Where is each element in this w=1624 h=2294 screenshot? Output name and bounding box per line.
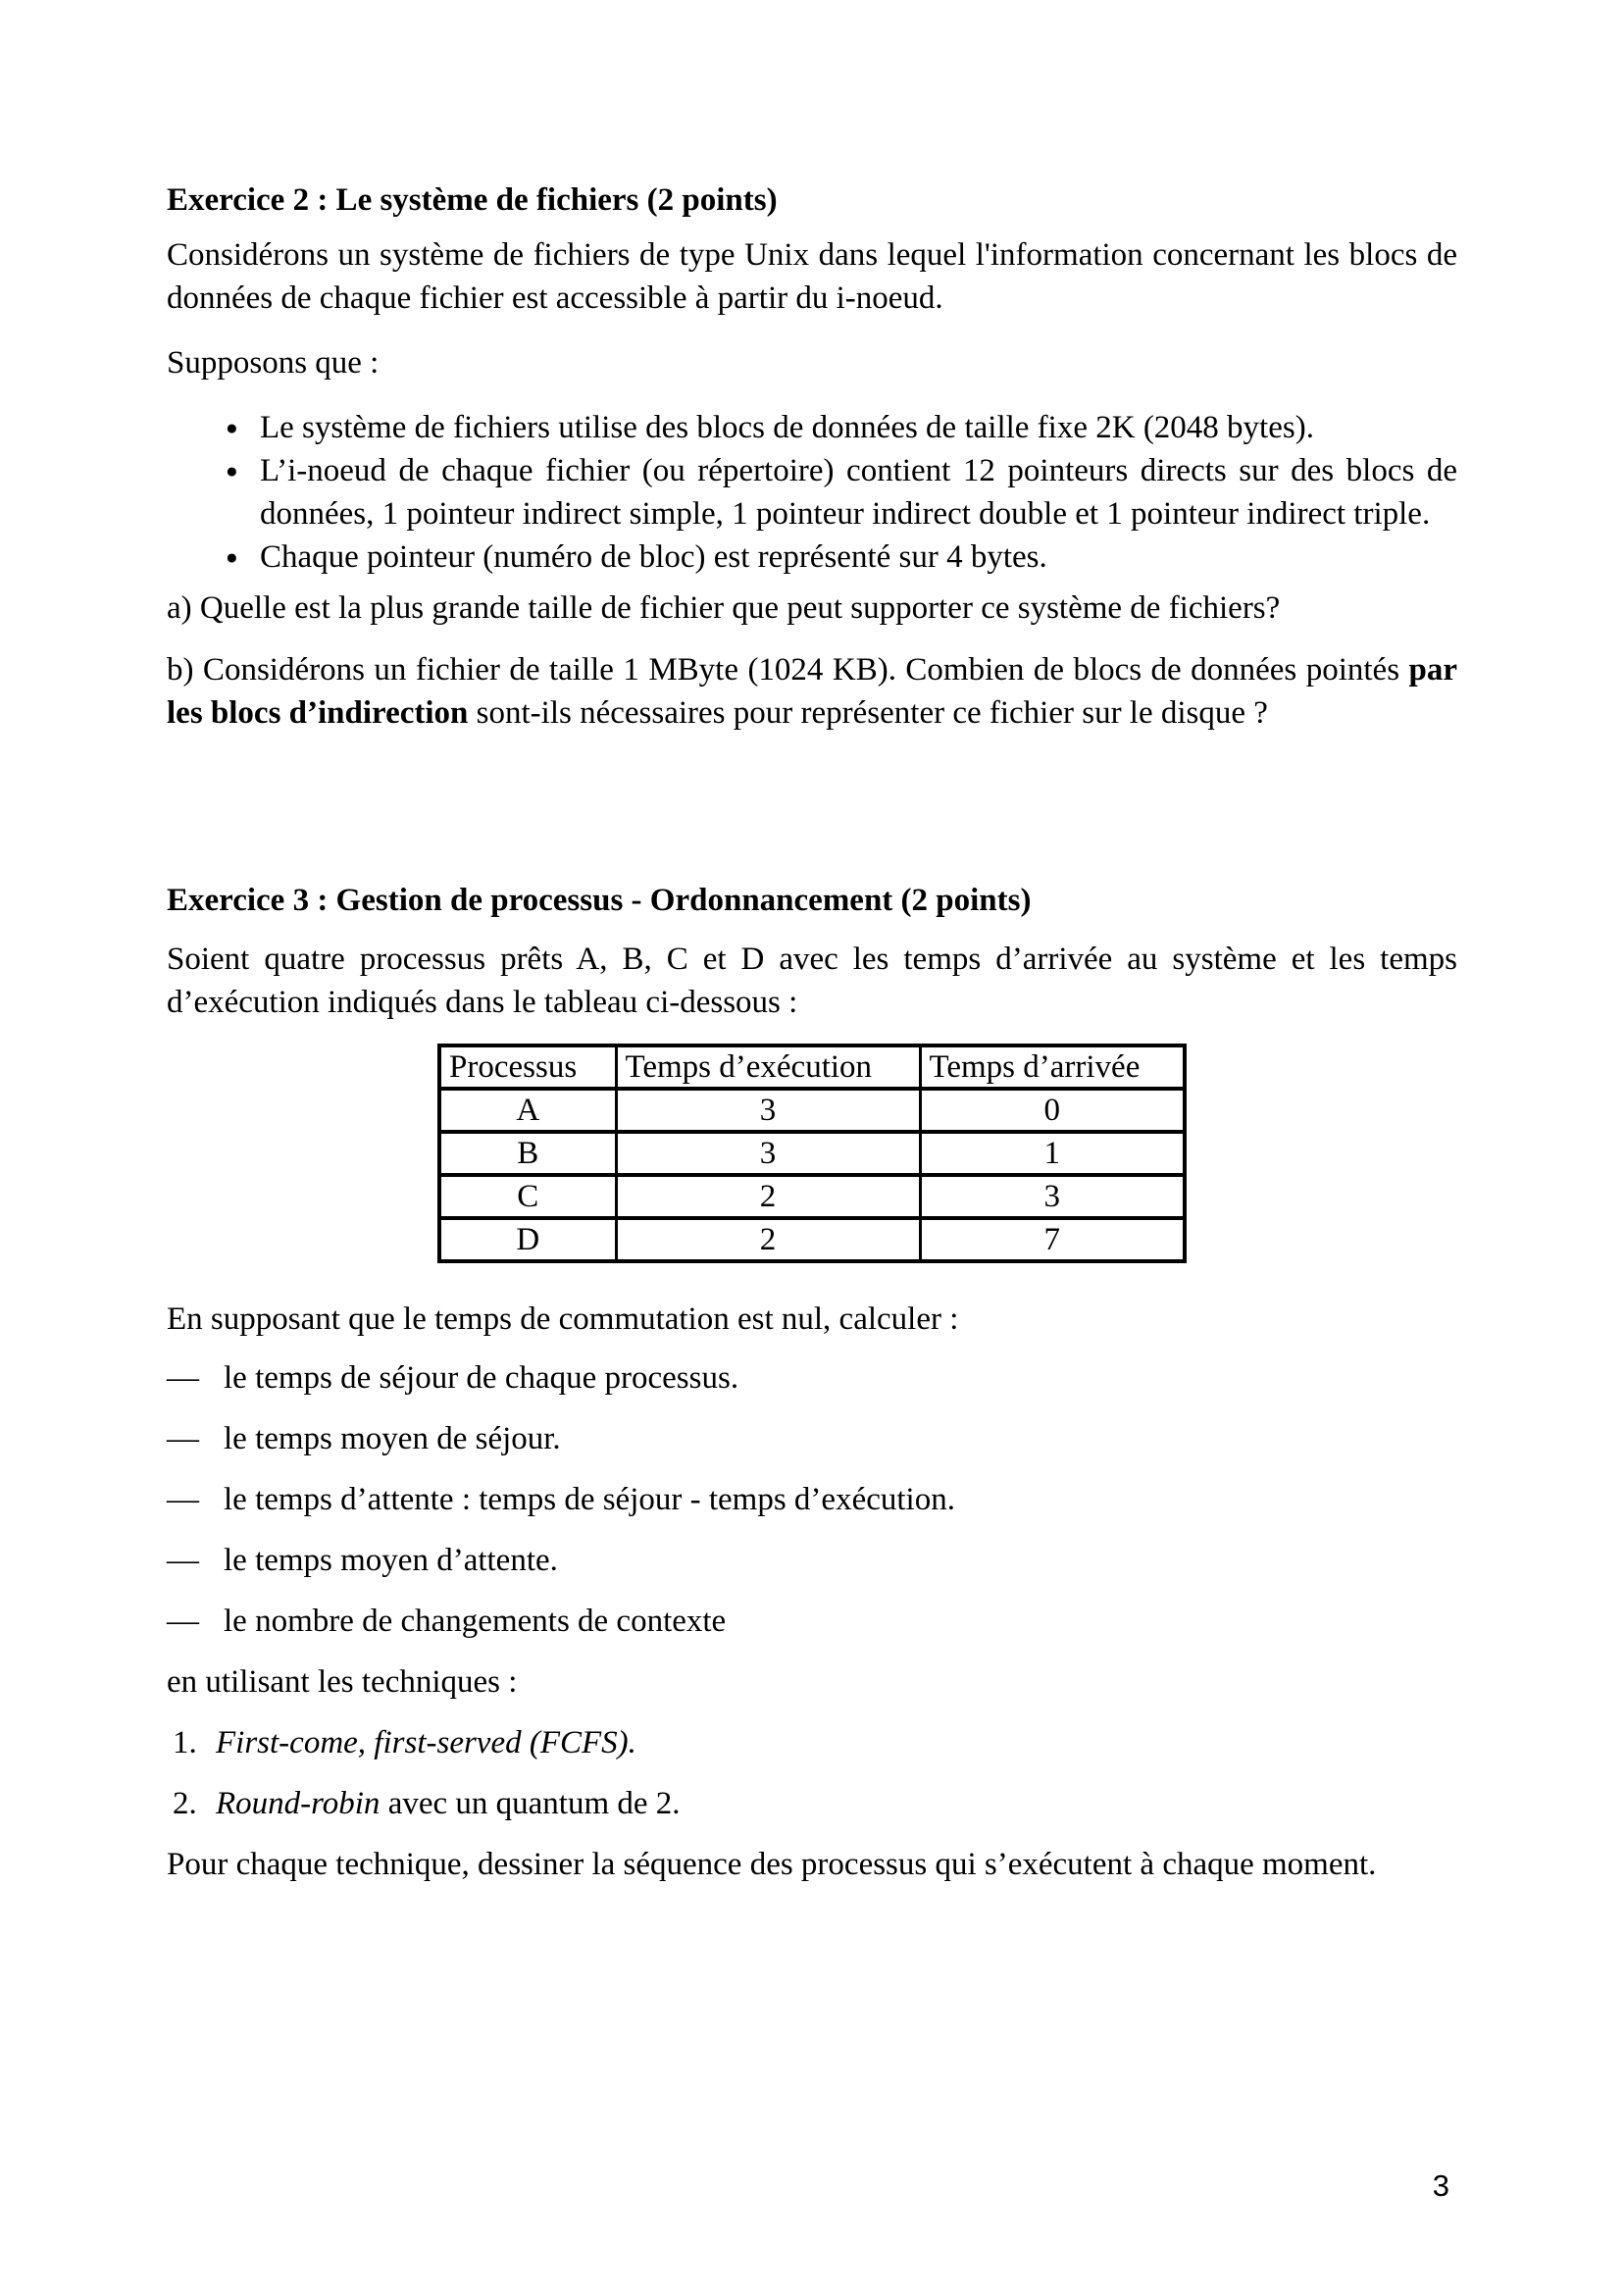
table-header-row [439,1045,1185,1089]
list-item [167,1539,1457,1582]
list-item [167,1417,1457,1460]
table-cell: 2 [616,1218,920,1261]
table-cell: 3 [616,1089,920,1132]
exercise2-suppose-label: Supposons que : [167,345,380,381]
exercise2-bullet-list [167,406,1457,579]
table-cell: D [439,1218,616,1261]
table-cell: 7 [920,1218,1185,1261]
list-item [167,406,1457,449]
table-row [439,1175,1185,1218]
table-cell: 3 [616,1132,920,1175]
process-table [437,1044,1187,1263]
list-item [167,535,1457,579]
numbered-item-text: First-come, first-served (FCFS). [216,1725,636,1760]
table-cell: 2 [616,1175,920,1218]
dash-icon: — [167,1421,199,1456]
dash-icon: — [167,1604,199,1639]
bullet-item-text: Le système de fichiers utilise des blocs de données de taille fixe 2K (2048 bytes). [260,410,1314,445]
exercise3-intro: Soient quatre processus prêts A, B, C et D avec les temps d’arrivée au système et les temps d’exécution indiqués dans le tableau ci-dessous : [167,942,1457,1020]
page-number: 3 [1432,2168,1449,2203]
exercise2-question-b: b) Considérons un fichier de taille 1 MByte (1024 KB). Combien de blocs de données pointés par les blocs d’indirection sont-ils nécessaires pour représenter ce fichier sur le disque ? [167,652,1457,731]
table-cell: B [439,1132,616,1175]
exercise2-heading: Exercice 2 : Le système de fichiers (2 points) [167,182,778,218]
exercise3-calc-intro: En supposant que le temps de commutation est nul, calculer : [167,1301,959,1337]
numbered-item-marker: 1. [173,1725,197,1760]
table-row [439,1132,1185,1175]
page-content [167,0,1457,1886]
exercise3-dash-list [167,1356,1457,1643]
exercise2-question-a: a) Quelle est la plus grande taille de fichier que peut supporter ce système de fichiers? [167,590,1281,626]
list-item [167,1782,1457,1825]
dash-icon: — [167,1360,199,1396]
exercise3-techniques-label: en utilisant les techniques : [167,1664,518,1700]
numbered-item-text: Round-robin avec un quantum de 2. [216,1786,681,1821]
dash-icon: — [167,1543,199,1578]
exercise3-heading: Exercice 3 : Gestion de processus - Ordonnancement (2 points) [167,883,1032,918]
table-cell: 0 [920,1089,1185,1132]
dash-item-text: le nombre de changements de contexte [224,1604,727,1639]
dash-icon: — [167,1482,199,1517]
exercise3-outro: Pour chaque technique, dessiner la séquence des processus qui s’exécutent à chaque moment. [167,1847,1377,1882]
dash-item-text: le temps d’attente : temps de séjour - temps d’exécution. [224,1482,955,1517]
dash-item-text: le temps moyen de séjour. [224,1421,561,1456]
table-cell: 1 [920,1132,1185,1175]
dash-item-text: le temps moyen d’attente. [224,1543,558,1578]
table-cell: C [439,1175,616,1218]
table-header-temps-execution: Temps d’exécution [616,1045,920,1089]
table-cell: 3 [920,1175,1185,1218]
bullet-icon: ● [226,545,238,569]
bullet-icon: ● [226,416,238,439]
list-item [167,1356,1457,1400]
bullet-icon: ● [226,459,238,483]
bullet-item-text: L’i-noeud de chaque fichier (ou répertoire) contient 12 pointeurs directs sur des blocs de données, 1 pointeur indirect simple, 1 pointeur indirect double et 1 pointeur indirect triple. [260,453,1457,532]
table-row [439,1218,1185,1261]
dash-item-text: le temps de séjour de chaque processus. [224,1360,739,1396]
table-header-temps-arrivee: Temps d’arrivée [920,1045,1185,1089]
list-item [167,1478,1457,1521]
table-row [439,1089,1185,1132]
exercise2-intro: Considérons un système de fichiers de type Unix dans lequel l'information concernant les blocs de données de chaque fichier est accessible à partir du i-noeud. [167,237,1457,316]
list-item [167,1600,1457,1643]
list-item [167,1721,1457,1764]
table-cell: A [439,1089,616,1132]
list-item [167,449,1457,535]
numbered-item-marker: 2. [173,1786,197,1821]
bullet-item-text: Chaque pointeur (numéro de bloc) est représenté sur 4 bytes. [260,539,1047,575]
table-header-processus: Processus [439,1045,616,1089]
